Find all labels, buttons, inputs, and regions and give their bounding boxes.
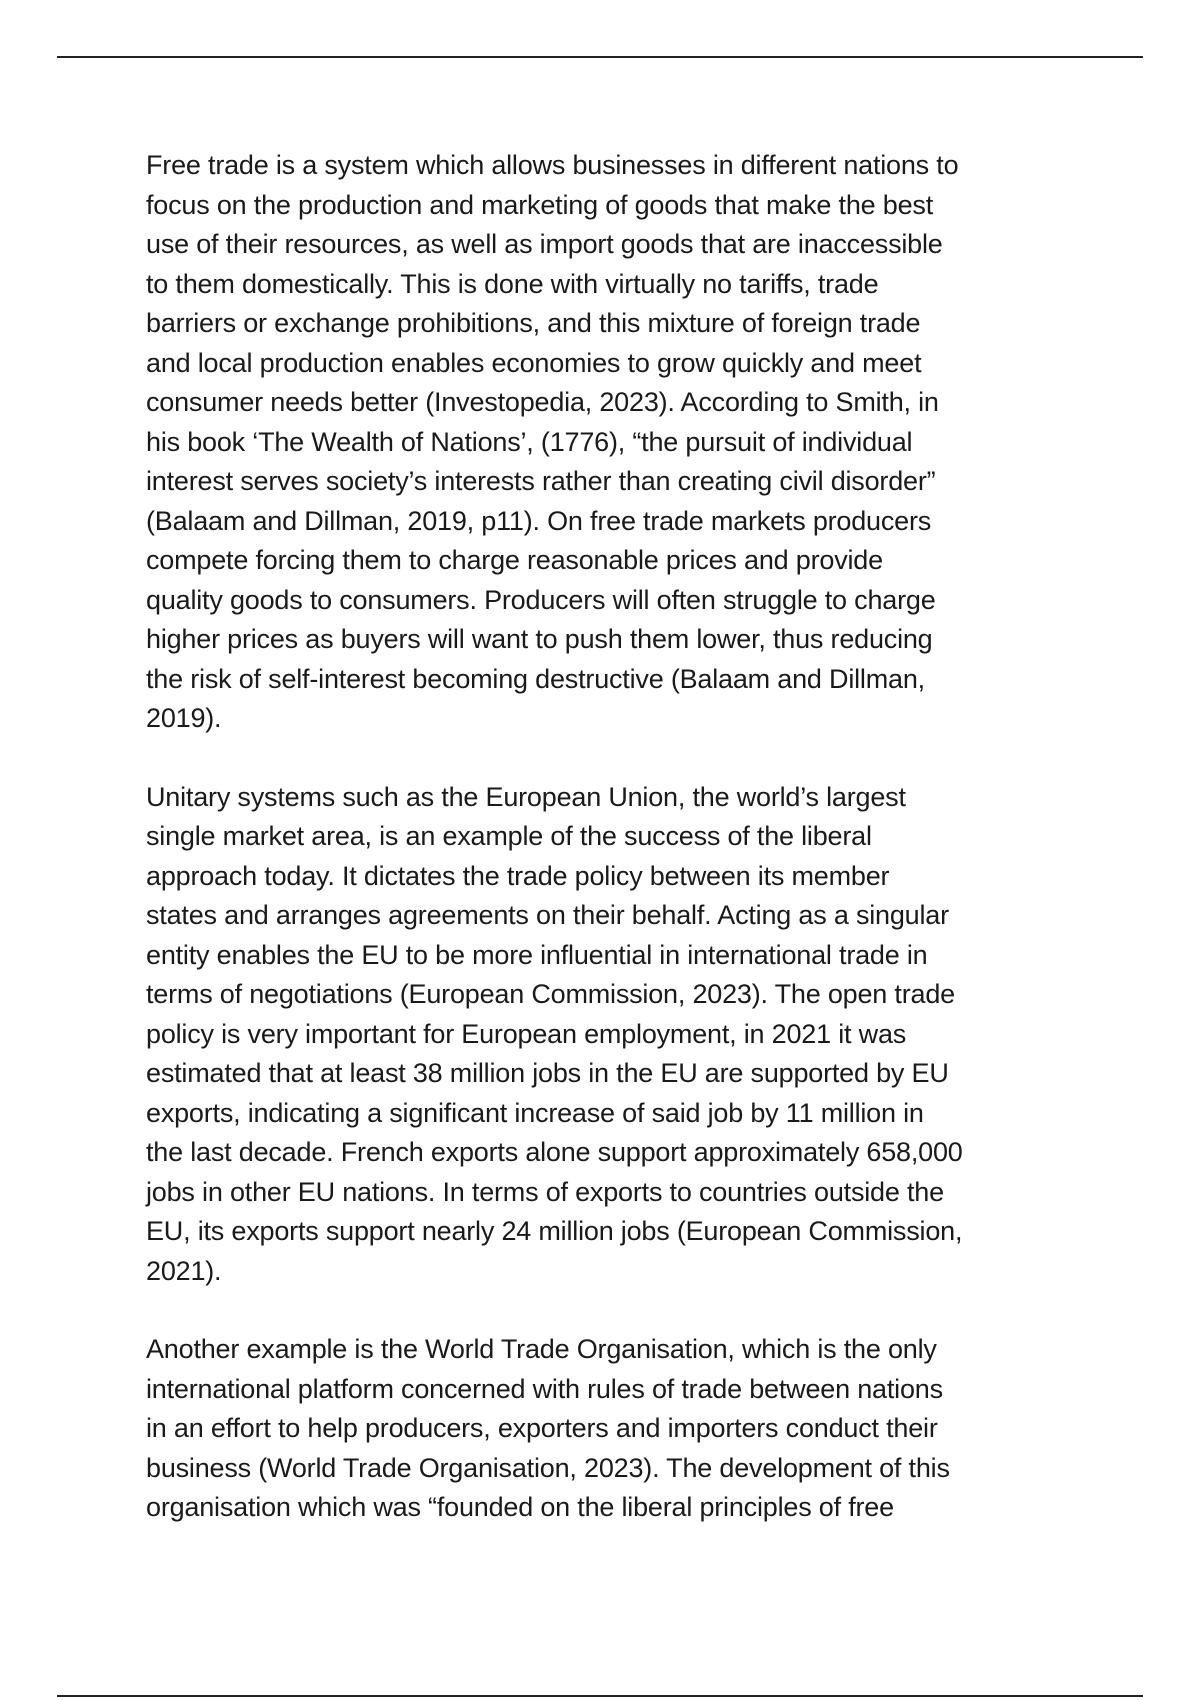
text-line: terms of negotiations (European Commission, 2023). The open trade	[146, 979, 955, 1009]
text-line: his book ‘The Wealth of Nations’, (1776), “the pursuit of individual	[146, 426, 913, 457]
paragraph-european-union	[146, 778, 1064, 1292]
text-line: approach today. It dictates the trade policy between its member	[146, 860, 890, 891]
text-line: the risk of self-interest becoming destructive (Balaam and Dillman,	[146, 663, 925, 694]
text-line: barriers or exchange prohibitions, and this mixture of foreign trade	[146, 308, 921, 338]
header-rule	[57, 56, 1143, 58]
document-body	[146, 146, 1064, 1567]
text-line: Another example is the World Trade Organisation, which is the only	[146, 1334, 937, 1364]
text-line: quality goods to consumers. Producers will often struggle to charge	[146, 584, 936, 615]
text-line: use of their resources, as well as import goods that are inaccessible	[146, 229, 943, 259]
text-line: 2019).	[146, 703, 222, 733]
text-line: and local production enables economies to grow quickly and meet	[146, 347, 922, 378]
text-line: (Balaam and Dillman, 2019, p11). On free trade markets producers	[146, 505, 932, 536]
text-line: EU, its exports support nearly 24 million jobs (European Commission,	[146, 1216, 963, 1246]
text-line: focus on the production and marketing of goods that make the best	[146, 189, 934, 220]
text-line: jobs in other EU nations. In terms of exports to countries outside the	[146, 1176, 944, 1207]
footer-rule	[57, 1695, 1143, 1697]
paragraph-world-trade-organisation	[146, 1330, 1064, 1528]
paragraph-free-trade	[146, 146, 1064, 739]
text-line: Free trade is a system which allows businesses in different nations to	[146, 150, 959, 180]
text-line: consumer needs better (Investopedia, 2023). According to Smith, in	[146, 387, 939, 417]
text-line: business (World Trade Organisation, 2023). The development of this	[146, 1452, 950, 1483]
text-line: organisation which was “founded on the liberal principles of free	[146, 1492, 894, 1522]
text-line: estimated that at least 38 million jobs in the EU are supported by EU	[146, 1058, 949, 1088]
text-line: states and arranges agreements on their behalf. Acting as a singular	[146, 900, 949, 930]
text-line: international platform concerned with rules of trade between nations	[146, 1373, 943, 1404]
text-line: compete forcing them to charge reasonable prices and provide	[146, 545, 883, 575]
text-line: Unitary systems such as the European Union, the world’s largest	[146, 781, 906, 812]
text-line: single market area, is an example of the success of the liberal	[146, 821, 872, 851]
text-line: to them domestically. This is done with virtually no tariffs, trade	[146, 268, 879, 299]
text-line: higher prices as buyers will want to push them lower, thus reducing	[146, 624, 933, 654]
text-line: in an effort to help producers, exporters and importers conduct their	[146, 1413, 938, 1443]
text-line: exports, indicating a significant increase of said job by 11 million in	[146, 1097, 924, 1128]
text-line: policy is very important for European employment, in 2021 it was	[146, 1018, 907, 1049]
text-line: 2021).	[146, 1255, 222, 1286]
text-line: the last decade. French exports alone support approximately 658,000	[146, 1137, 963, 1167]
text-line: interest serves society’s interests rather than creating civil disorder”	[146, 466, 936, 496]
text-line: entity enables the EU to be more influential in international trade in	[146, 939, 928, 970]
